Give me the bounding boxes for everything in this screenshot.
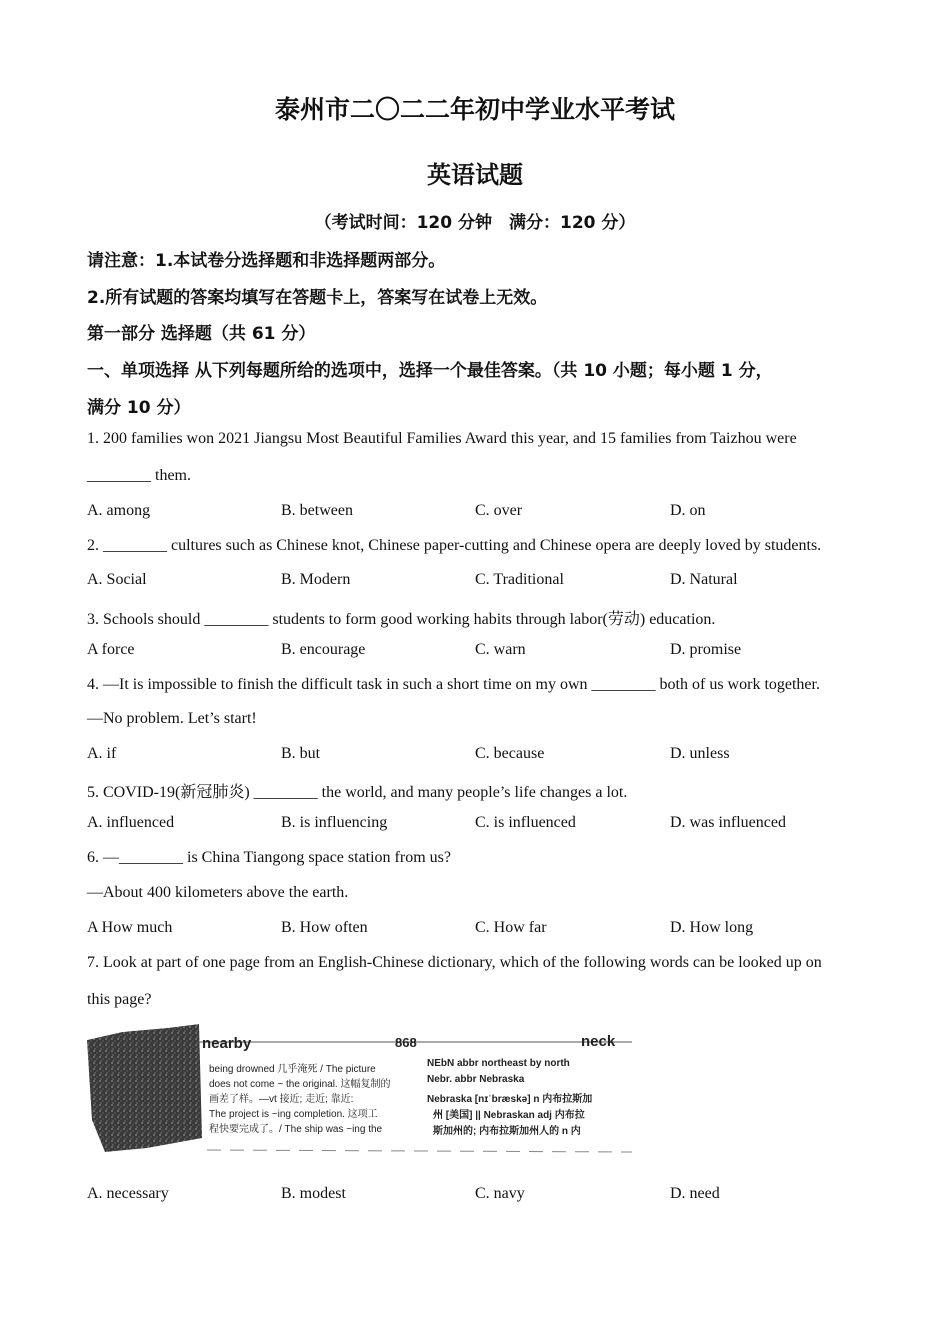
dictionary-headword-left: nearby [202,1035,252,1052]
question-5-option-c: C. is influenced [475,814,576,831]
dictionary-right-line-2: Nebr. abbr Nebraska [427,1074,525,1085]
question-7-text-cont: this page? [87,991,152,1008]
exam-title: 泰州市二〇二二年初中学业水平考试 [274,95,675,124]
scan-shadow-region [87,1024,202,1152]
dictionary-left-line-5: 程快要完成了。/ The ship was ~ing the [209,1124,383,1135]
question-3-text: 3. Schools should ________ students to form good working habits through labor(劳动) education. [87,611,716,628]
question-7-option-b: B. modest [281,1185,346,1202]
question-7-option-a: A. necessary [87,1185,169,1202]
question-2-option-b: B. Modern [281,571,351,588]
dictionary-headword-right: neck [581,1033,616,1050]
question-4-option-b: B. but [281,745,321,762]
question-3-option-a: A force [87,641,135,658]
dictionary-left-line-4: The project is ~ing completion. 这项工 [209,1109,378,1120]
question-4-text-cont: —No problem. Let’s start! [87,710,257,727]
question-6-option-d: D. How long [670,919,754,936]
question-1-option-c: C. over [475,502,523,519]
question-5-option-d: D. was influenced [670,814,786,831]
question-1-option-d: D. on [670,502,706,519]
question-1-text: 1. 200 families won 2021 Jiangsu Most Beautiful Families Award this year, and 15 families from Taizhou were [87,430,797,447]
question-1-text-cont: ________ them. [87,467,191,484]
dictionary-right-line-3: Nebraska [nɪˈbræskə] n 内布拉斯加 [427,1094,593,1105]
question-2-option-c: C. Traditional [475,571,564,588]
question-6-option-c: C. How far [475,919,547,936]
question-4-option-a: A. if [87,745,117,762]
question-4-option-c: C. because [475,745,545,762]
dictionary-right-line-4: 州 [美国] || Nebraskan adj 内布拉 [433,1110,585,1121]
exam-subtitle: 英语试题 [427,161,523,189]
question-6-text: 6. —________ is China Tiangong space station from us? [87,849,451,866]
notice-2: 2.所有试题的答案均填写在答题卡上，答案写在试卷上无效。 [87,288,548,308]
question-7-text: 7. Look at part of one page from an English-Chinese dictionary, which of the following words can be looked up on [87,954,822,971]
question-5-option-b: B. is influencing [281,814,388,831]
dictionary-page-image [87,1020,637,1155]
question-3-option-d: D. promise [670,641,742,658]
question-2-text: 2. ________ cultures such as Chinese knot, Chinese paper-cutting and Chinese opera are deeply loved by students. [87,537,822,554]
dictionary-left-line-2: does not come ~ the original. 这幅复制的 [209,1079,391,1090]
question-2-option-a: A. Social [87,571,147,588]
dictionary-right-line-5: 斯加州的; 内布拉斯加州人的 n 内 [433,1126,581,1137]
question-6-option-b: B. How often [281,919,368,936]
question-1-option-a: A. among [87,502,151,519]
question-5-text: 5. COVID-19(新冠肺炎) ________ the world, and many people’s life changes a lot. [87,784,628,801]
dictionary-right-line-1: NEbN abbr northeast by north [427,1058,570,1069]
dictionary-left-line-3: 画差了样。—vt 接近; 走近; 靠近: [209,1094,354,1105]
question-3-option-c: C. warn [475,641,526,658]
question-4-option-d: D. unless [670,745,730,762]
section-1-heading: 一、单项选择 从下列每题所给的选项中，选择一个最佳答案。（共 10 小题；每小题 1 分， [87,361,773,381]
question-1-option-b: B. between [281,502,353,519]
question-6-text-cont: —About 400 kilometers above the earth. [87,884,349,901]
question-4-text: 4. —It is impossible to finish the difficult task in such a short time on my own ________ both of us work together. [87,676,820,693]
question-7-option-d: D. need [670,1185,720,1202]
dictionary-page-number: 868 [395,1035,417,1050]
notice-1: 请注意：1.本试卷分选择题和非选择题两部分。 [87,251,446,271]
exam-info: （考试时间：120 分钟 满分：120 分） [314,213,636,233]
section-1-heading-cont: 满分 10 分） [87,398,191,418]
dictionary-left-line-1: being drowned 几乎淹死 / The picture [209,1064,376,1075]
question-3-option-b: B. encourage [281,641,366,658]
question-5-option-a: A. influenced [87,814,175,831]
question-6-option-a: A How much [87,919,173,936]
question-2-option-d: D. Natural [670,571,738,588]
part-1-heading: 第一部分 选择题（共 61 分） [87,324,316,344]
question-7-option-c: C. navy [475,1185,525,1202]
